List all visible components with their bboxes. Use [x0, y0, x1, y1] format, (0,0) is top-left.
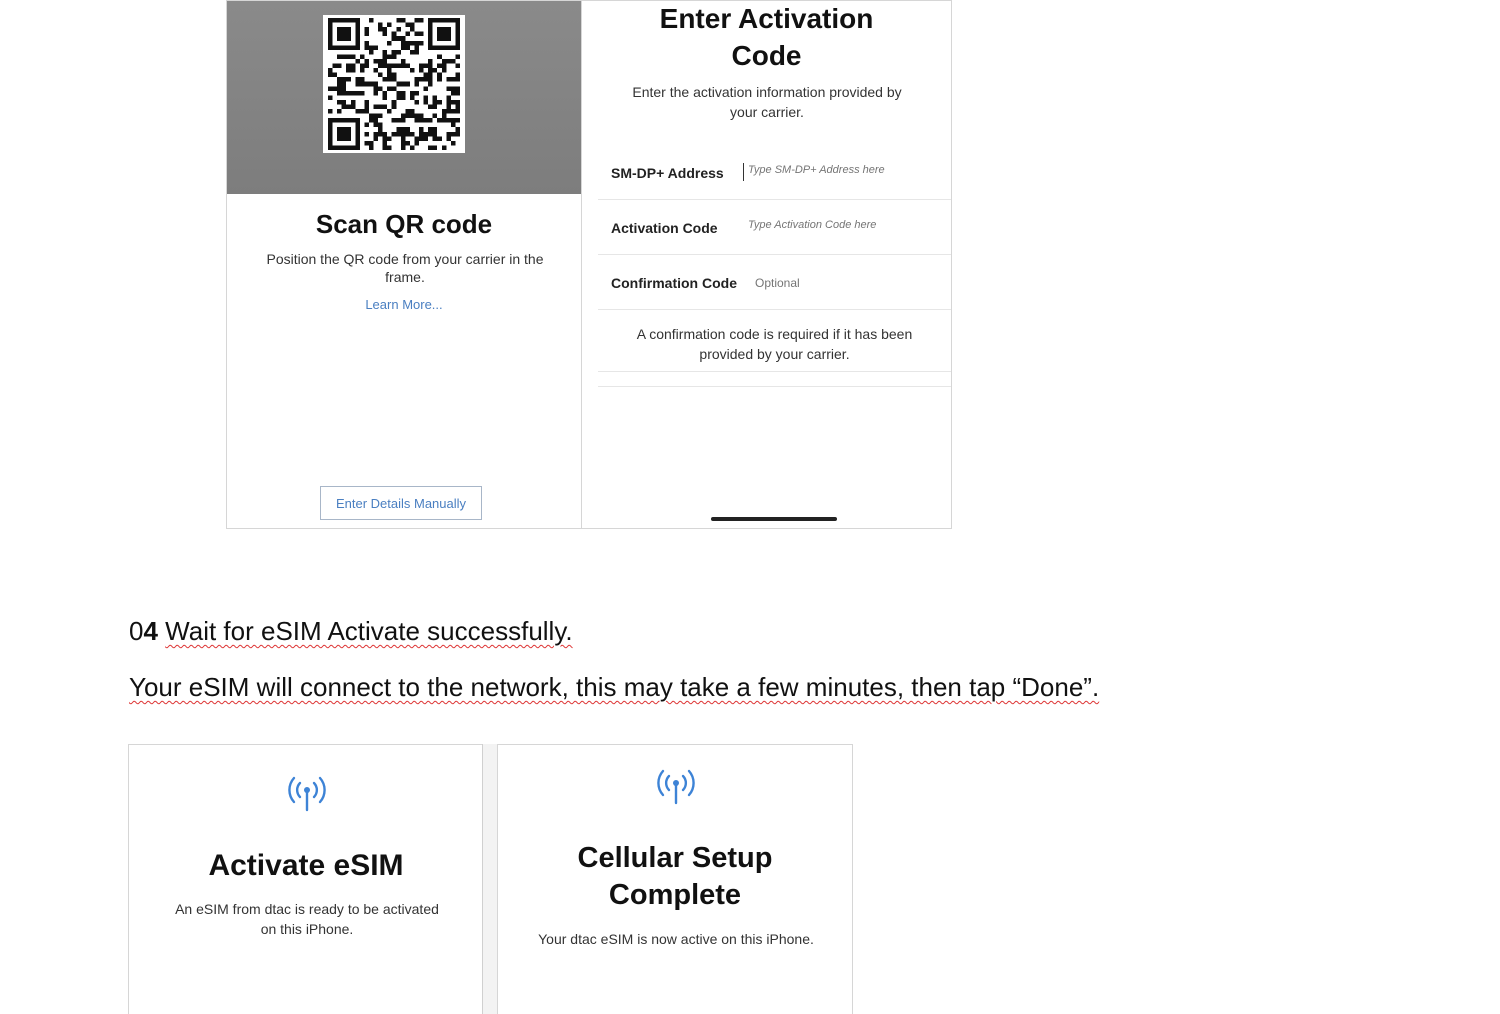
confirmation-note-line1: A confirmation code is required if it has been: [636, 326, 913, 342]
setup-complete-title-line2: Complete: [608, 879, 742, 911]
activation-title-line2: Code: [731, 40, 802, 71]
learn-more-link[interactable]: Learn More...: [365, 297, 443, 312]
activate-esim-desc-line2: on this iPhone.: [260, 921, 354, 937]
step-number: 04: [129, 616, 158, 646]
setup-complete-title-line1: Cellular Setup: [577, 842, 773, 874]
text-cursor: [743, 163, 744, 181]
activate-esim-screenshot: [128, 744, 484, 1014]
panel-separator: [482, 744, 498, 1014]
scan-qr-title: Scan QR code: [315, 209, 493, 239]
antenna-icon: [282, 770, 332, 814]
activation-code-label: Activation Code: [611, 220, 718, 236]
confirmation-code-label: Confirmation Code: [611, 275, 737, 291]
field-divider: [598, 309, 951, 310]
smdp-address-input[interactable]: [748, 164, 938, 176]
cellular-setup-complete-screenshot: [497, 744, 853, 1014]
camera-viewfinder: [227, 1, 582, 194]
home-indicator: [711, 517, 837, 521]
activation-code-input[interactable]: [748, 219, 938, 231]
activate-esim-title: Activate eSIM: [208, 849, 404, 882]
activation-subtitle-line2: your carrier.: [730, 104, 804, 120]
step-description: Your eSIM will connect to the network, this may take a few minutes, then tap “Done”.: [129, 672, 1100, 702]
setup-complete-description: Your dtac eSIM is now active on this iPhone.: [538, 931, 814, 947]
activate-esim-desc-line1: An eSIM from dtac is ready to be activated: [175, 901, 439, 917]
scan-qr-description: Position the QR code from your carrier in the frame.: [266, 251, 544, 285]
field-divider: [598, 199, 951, 200]
activation-title-line1: Enter Activation: [659, 3, 874, 34]
field-divider: [598, 254, 951, 255]
section-divider: [598, 371, 951, 372]
scan-qr-screenshot: [226, 0, 582, 529]
enter-details-manually-button[interactable]: Enter Details Manually: [320, 486, 482, 520]
activation-subtitle-line1: Enter the activation information provided by: [632, 84, 902, 100]
smdp-address-label: SM-DP+ Address: [611, 165, 724, 181]
step-heading: [129, 616, 573, 647]
step-heading-text: Wait for eSIM Activate successfully.: [165, 616, 573, 646]
activation-code-screenshot: [581, 0, 952, 529]
confirmation-code-input[interactable]: [755, 276, 905, 290]
antenna-icon: [651, 763, 701, 807]
section-divider: [598, 386, 951, 387]
confirmation-note-line2: provided by your carrier.: [699, 346, 850, 362]
qr-code-image: [323, 15, 465, 153]
